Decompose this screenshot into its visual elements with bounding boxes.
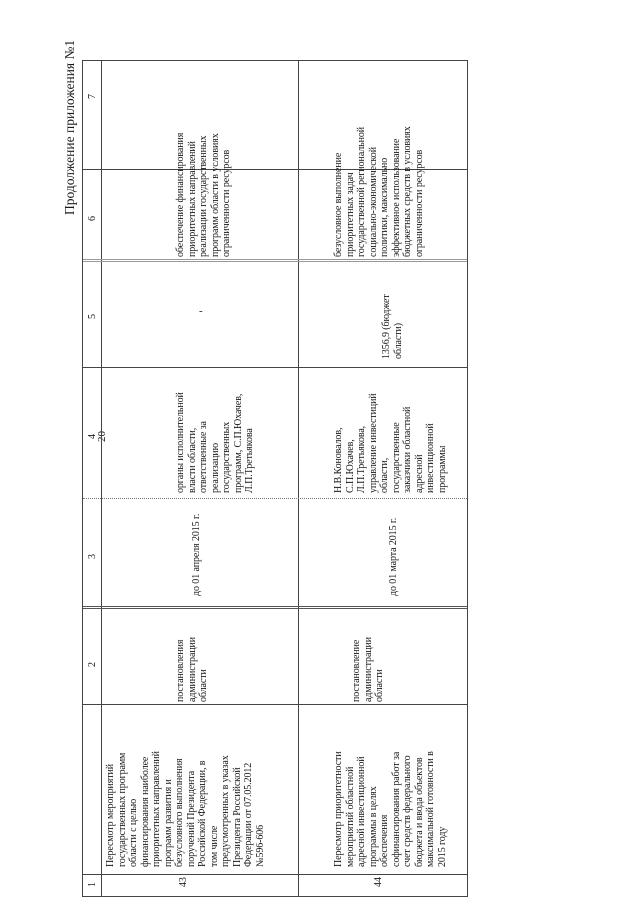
column-number-3: 3 [87, 554, 98, 559]
row-43-responsible: органы исполнительной власти области, ответственные за реализацию государственных программ, С.П.Юхачев, Л.П.Третьякова [175, 392, 255, 493]
column-boundary-1-num [83, 874, 467, 875]
row-44-document: постановление администрации области [351, 636, 385, 702]
row-43-deadline: до 01 апреля 2015 г. [191, 513, 202, 596]
row-number: 44 [373, 877, 384, 887]
activities-table [82, 60, 468, 897]
row-44-funding: 1356,9 (бюджет области) [381, 294, 404, 359]
row-43-funding: - [199, 305, 203, 317]
column-number-2: 2 [87, 662, 98, 667]
row-44-responsible: Н.В.Коновалов, С.П.Юхачев, Л.П.Третьякова, управление инвестиций области, государственные заказчики областной адресной инвестиционной программы [333, 393, 448, 493]
row-44-deadline: до 01 марта 2015 г. [388, 517, 399, 596]
column-number-6: 6 [87, 216, 98, 221]
row-44-expected-result: безусловное выполнение приоритетных задач государственной региональной социально-экономической политики, максимально эффективное использование бюджетных средств в условиях ограниченности ресурсов [333, 126, 425, 257]
row-number: 43 [178, 877, 189, 887]
page-number: 20 [96, 431, 108, 442]
row-43-document: постановления администрации области [175, 636, 209, 702]
column-number-5: 5 [87, 314, 98, 319]
column-boundary-3-2 [83, 606, 467, 609]
row-separator [298, 61, 299, 896]
row-43-activity: Пересмотр мероприятий государственных программ области с целью финансирования наиболее приоритетных направлений программ развития и безусловного выполнения поручений Президента Российской Федерации, в том числе предусмотренных в указах Президента Российской Федерации от 07.05.2012 №596-606 [105, 751, 266, 867]
row-44-activity: Пересмотр приоритетности мероприятий областной адресной инвестиционной программы в целях обеспечения софинансирования работ за счет средств федерального бюджета и ввода объектов максимальной готовности в 2015 году [333, 751, 448, 867]
column-number-7: 7 [87, 94, 98, 99]
column-boundary-6-5 [83, 259, 467, 262]
column-boundary-5-4 [83, 367, 467, 368]
header-separator [101, 61, 102, 896]
page-heading: Продолжение приложения №1 [62, 39, 77, 215]
column-number-1: 1 [87, 882, 98, 887]
row-43-expected-result: обеспечение финансирования приоритетных направлений реализации государственных программ области в условиях ограниченности ресурсов [175, 132, 232, 257]
column-number-4: 4 [87, 434, 98, 439]
column-boundary-2-1 [83, 704, 467, 705]
column-boundary-4-3 [83, 498, 467, 499]
